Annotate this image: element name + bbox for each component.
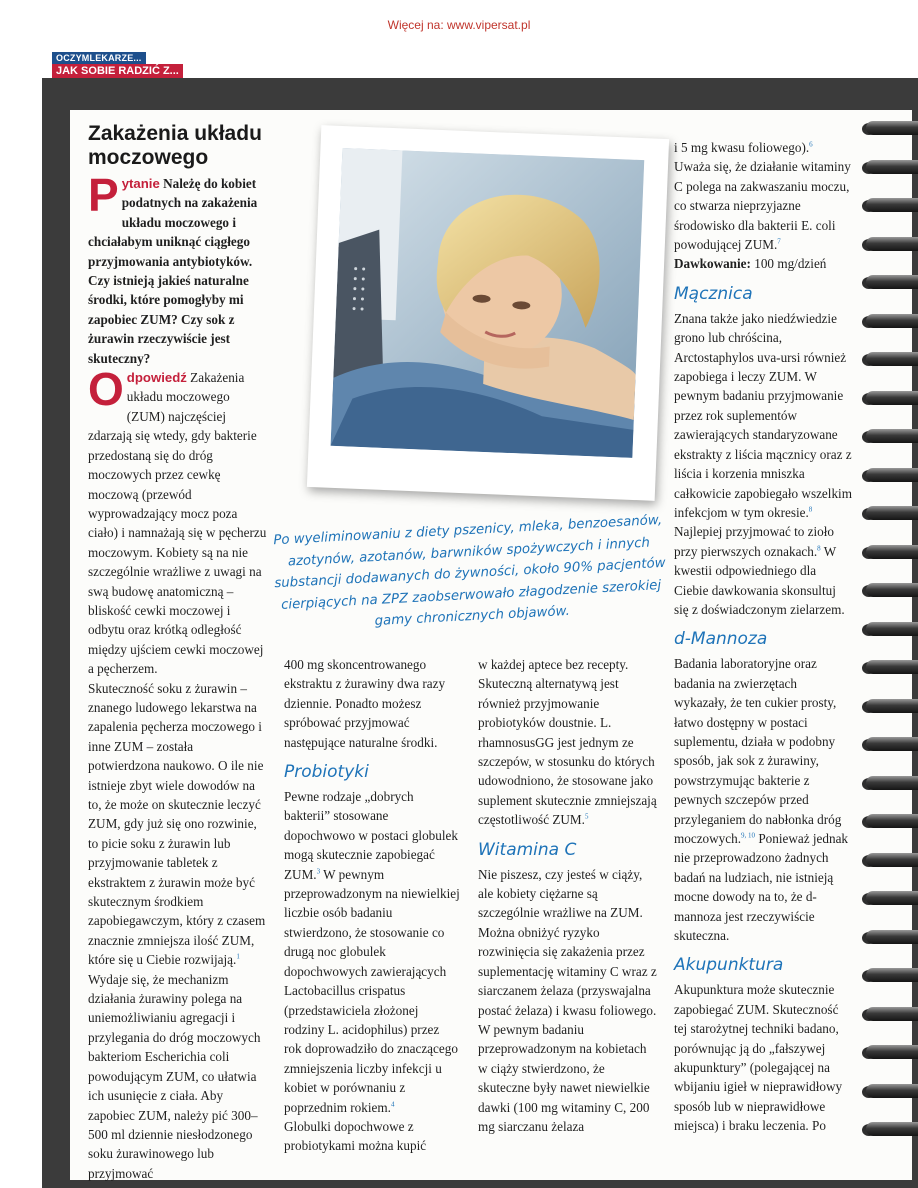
spiral-ring: [860, 657, 918, 679]
spiral-ring: [860, 811, 918, 833]
section-subtag: JAK SOBIE RADZIĆ Z...: [52, 64, 183, 78]
spiral-ring: [860, 1004, 918, 1026]
spiral-ring: [860, 888, 918, 910]
answer-text: Zakażenia układu moczowego (ZUM) najczęściej zdarzają się wtedy, gdy bakterie przedostaną się do dróg moczowych przez cewkę moczową (przewód wyprowadzający mocz poza ciało) i namnażają się w pęcherzu moczowym. Kobiety są na nie szczególnie wrażliwe z uwagi na swą budowę anatomiczną – bliskość cewki moczowej i odbytu oraz krótką odległość między ujściem cewki moczowej a pęcherzem.: [88, 370, 267, 677]
footnote-ref: 6: [809, 140, 813, 149]
footnote-ref: 8: [817, 544, 821, 553]
bearberry-text-2: Najlepiej przyjmować to zioło przy pierwszych oznakach.: [674, 524, 835, 559]
bearberry-text-3: W kwestii odpowiedniego dla Ciebie dawkowania skonsultuj się z doświadczonym zielarzem.: [674, 543, 845, 617]
dosage-label: Dawkowanie:: [674, 256, 751, 272]
dosage-paragraph: 400 mg skoncentrowanego ekstraktu z żurawiny dwa razy dziennie. Ponadto możesz spróbować przyjmować następujące naturalne środki.: [284, 657, 446, 750]
answer-label: dpowiedź: [126, 370, 187, 386]
probiotics-continued: [478, 655, 658, 830]
question-dropcap: P: [88, 169, 119, 221]
bearberry-text-1: Znana także jako niedźwiedzie grono lub chróścina, Arctostaphylos uva-ursi również zapobiega i leczy ZUM. W pewnym badaniu przyjmowanie przez rok suplementów zawierających standaryzowane ekstrakty z liścia mącznicy oraz z liścia i korzenia mniszka całkowicie zapobiegało wszelkim infekcjom w tym okresie.: [674, 310, 852, 520]
source-url[interactable]: Więcej na: www.vipersat.pl: [387, 18, 531, 32]
probiotics-text-2: W pewnym przeprowadzonym na niewielkiej liczbie osób badaniu stwierdzono, że stosowanie co drugą noc globulek dopochwowych zawierających Lactobacillus crispatus (przedstawiciela złożonej rodziny L. acidophilus) przez rok doprowadziło do znaczącego zmniejszenia liczby infekcji u kobiet w porównaniu z poprzednim rokiem.: [284, 866, 460, 1115]
footnote-ref: 3: [316, 867, 321, 876]
article-column-3: [478, 655, 658, 1136]
d-mannose-heading: d-Mannoza: [674, 629, 768, 650]
d-mannose-paragraph: [674, 654, 852, 945]
cranberry-paragraph: [88, 679, 268, 970]
probiotics-text-1: Pewne rodzaje „dobrych bakterii” stosowane dopochwowo w postaci globulek mogą skutecznie zapobiegać ZUM.: [284, 789, 458, 882]
article-column-4: [674, 138, 852, 1136]
spiral-ring: [860, 734, 918, 756]
spiral-ring: [860, 388, 918, 410]
spiral-ring: [860, 850, 918, 872]
woman-resting-photo: [331, 148, 645, 458]
spiral-ring: [860, 542, 918, 564]
spiral-ring: [860, 157, 918, 179]
question-paragraph: [88, 169, 268, 368]
footnote-ref: 5: [584, 812, 589, 821]
footnote-ref: 9, 10: [741, 831, 756, 840]
dosage-value: 100 mg/dzień: [750, 256, 827, 272]
footnote-ref: 8: [808, 505, 813, 514]
d-mannose-text-2: Ponieważ jednak nie przeprowadzono żadnych badań na ludziach, nie istnieją mocne dowody na to, że d-mannoza jest rzeczywiście skuteczna.: [674, 831, 849, 944]
article-column-1: [88, 122, 268, 1183]
footnote-ref: 4: [390, 1100, 395, 1109]
mechanism-paragraph: Wydaje się, że mechanizm działania żurawiny polega na uniemożliwianiu agregacji i przylegania do dróg moczowych bakteriom Escherichia coli powodującym ZUM, co ułatwia ich usunięcie z ciała. Aby zapobiec ZUM, należy pić 300–500 ml dziennie niesłodzonego soku żurawinowego lub przyjmować: [88, 971, 261, 1181]
article-title: Zakażenia układu moczowego: [88, 122, 262, 169]
probiotics-paragraph: [284, 787, 460, 1117]
spiral-ring: [860, 696, 918, 718]
spiral-ring: [860, 234, 918, 256]
vitamin-c-continued-text-1: i 5 mg kwasu foliowego).: [674, 140, 810, 155]
bearberry-paragraph: [674, 309, 852, 620]
spiral-ring: [860, 195, 918, 217]
question-label: ytanie: [121, 176, 160, 191]
spiral-ring: [860, 503, 918, 525]
probiotics-heading: Probiotyki: [284, 762, 369, 783]
answer-dropcap: O: [88, 363, 124, 416]
answer-paragraph: [88, 363, 268, 679]
bearberry-heading: Mącznica: [674, 283, 753, 304]
section-tag: OCZYMLEKARZE...: [52, 52, 146, 64]
probiotics-continued-text: w każdej aptece bez recepty. Skuteczną alternatywą jest również przyjmowanie probiotyków doustnie. L. rhamnosusGG jest jednym ze szczepów, w stosunku do których udowodniono, że stosowane jako suplement skutecznie zmniejszają częstotliwość ZUM.: [478, 657, 657, 828]
probiotics-paragraph-2: Globulki dopochwowe z probiotykami można kupić: [284, 1118, 427, 1154]
spiral-ring: [860, 1042, 918, 1064]
photo-frame: [307, 125, 669, 501]
article-column-2: [284, 655, 460, 1156]
spiral-ring: [860, 311, 918, 333]
vitamin-c-paragraph: Nie piszesz, czy jesteś w ciąży, ale kobiety ciężarne są szczególnie wrażliwe na ZUM. Można obniżyć ryzyko rozwinięcia się zakażenia przez suplementację witaminy C wraz z siarczanem żelaza (przyswajalna postać żelaza) i kwasu foliowego. W pewnym badaniu przeprowadzonym na kobietach w ciąży stwierdzono, że skuteczne były nawet niewielkie dawki (100 mg witaminy C, 200 mg siarczanu żelaza: [478, 866, 657, 1134]
vitamin-c-continued-text-2: Uważa się, że działanie witaminy C polega na zakwaszaniu moczu, co stwarza nieprzyjazne środowisko dla bakterii E. coli powodującej ZUM.: [674, 159, 851, 253]
spiral-ring: [860, 773, 918, 795]
spiral-ring: [860, 118, 918, 140]
footnote-ref: 7: [777, 237, 781, 246]
photo-caption: Po wyeliminowaniu z diety pszenicy, mleka, benzoesanów, azotynów, azotanów, barwników spożywczych i innych substancji dodawanych do żywności, około 90% pacjentów cierpiących na ZPZ zaobserwowało złagodzenie szerokiej gamy chronicznych objawów.: [273, 512, 666, 630]
spiral-ring: [860, 927, 918, 949]
dosage-line: [674, 254, 852, 273]
vitamin-c-heading: Witamina C: [478, 839, 577, 860]
vitamin-c-continued: [674, 138, 852, 254]
spiral-ring: [860, 965, 918, 987]
spiral-ring: [860, 1119, 918, 1141]
question-text: Należę do kobiet podatnych na zakażenia układu moczowego i chciałabym uniknąć ciągłego przyjmowania antybiotyków. Czy istnieją jakieś naturalne środki, które pomogłyby mi zapobiec ZUM? Czy sok z żurawin rzeczywiście jest skuteczny?: [88, 176, 258, 366]
footnote-ref: 1: [236, 952, 240, 961]
acupuncture-paragraph: Akupunktura może skutecznie zapobiegać ZUM. Skuteczność tej starożytnej techniki badano, porównując ją do „fałszywej akupunktury” (polegającej na wbijaniu igieł w nieprawidłowy sposób lub w nieprawidłowe miejsca) i braku leczenia. Po: [674, 982, 843, 1134]
spiral-ring: [860, 349, 918, 371]
spiral-ring: [860, 619, 918, 641]
acupuncture-heading: Akupunktura: [674, 955, 784, 976]
spiral-ring: [860, 465, 918, 487]
cranberry-text: Skuteczność soku z żurawin – znanego ludowego lekarstwa na zapalenia pęcherza moczowego i inne ZUM – została potwierdzona naukowo. O ile nie istnieje zbyt wiele dowodów na to, że może on skutecznie leczyć ZUM, gdy już się ono rozwinie, to picie soku z żurawin lub przyjmowanie tabletek z ekstraktem z żurawin może być skutecznym środkiem zapobiegawczym, który z czasem znacznie zmniejsza ilość ZUM, które się u Ciebie rozwijają.: [88, 680, 266, 968]
spiral-ring: [860, 580, 918, 602]
spiral-ring: [860, 426, 918, 448]
spiral-ring: [860, 272, 918, 294]
spiral-binding: [860, 118, 918, 1178]
spiral-ring: [860, 1081, 918, 1103]
d-mannose-text-1: Badania laboratoryjne oraz badania na zwierzętach wykazały, że ten cukier prosty, łatwo dostępny w postaci suplementu, działa w podobny sposób, jak sok z żurawiny, powstrzymując bakterie z pewnych szczepów przed przyleganiem do nabłonka dróg moczowych.: [674, 656, 842, 846]
